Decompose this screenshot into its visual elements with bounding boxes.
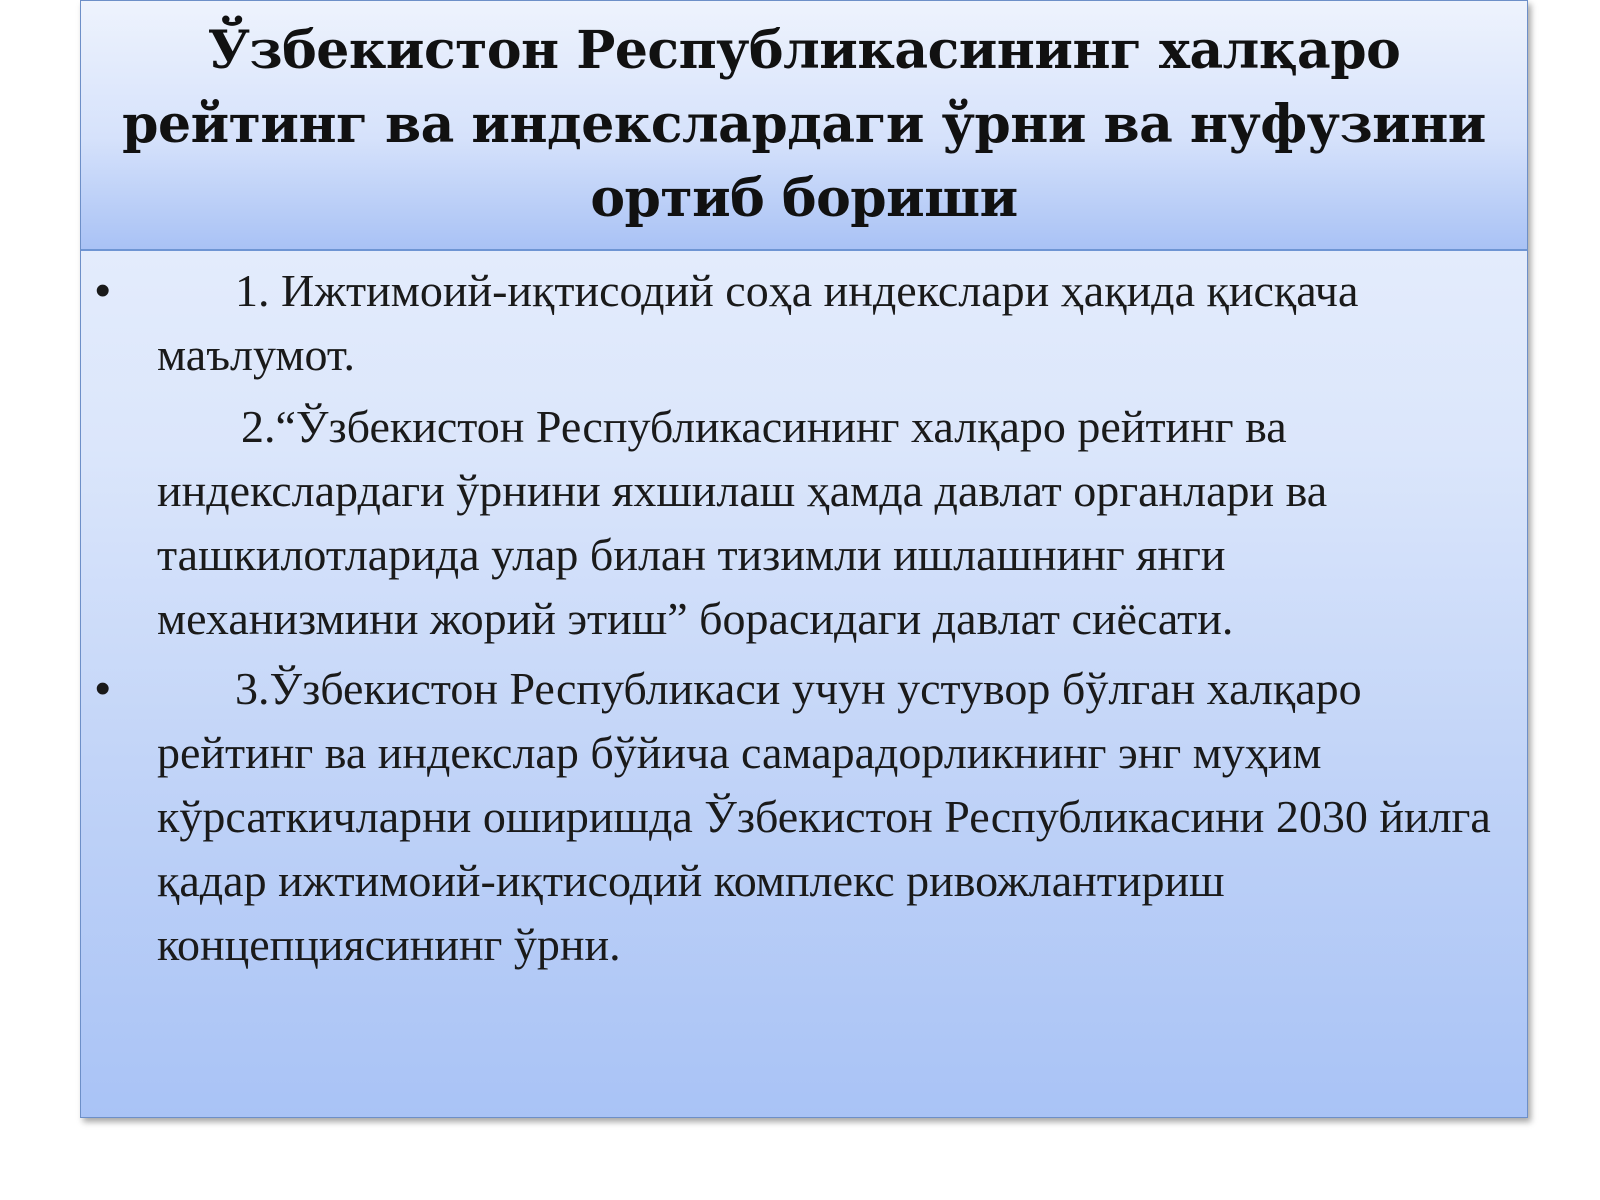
bullet-3: • <box>95 664 111 713</box>
bullet-1: • <box>95 266 111 315</box>
list-item-3: 3.Ўзбекистон Республикаси учун устувор бўлган халқаро рейтинг ва индекслар бўйича самарадорликнинг энг муҳим кўрсаткичларни оширишда Ўзбекистон Республикасини 2030 йилга қадар ижтимоий-иқтисодий комплекс ривожлантириш концепциясининг ўрни. <box>157 663 1491 970</box>
slide <box>80 0 1528 1118</box>
list-item-2: 2.“Ўзбекистон Республикасининг халқаро рейтинг ва индекслардаги ўрнини яхшилаш ҳамда давлат органлари ва ташкилотларида улар билан тизимли ишлашнинг янги механизмини жорий этиш” борасидаги давлат сиёсати. <box>157 401 1328 644</box>
list-item-1: 1. Ижтимоий-иқтисодий соҳа индекслари ҳақида қисқача маълумот. <box>157 265 1359 380</box>
title-box <box>81 1 1527 251</box>
slide-title: Ўзбекистон Республикасининг халқаро рейтинг ва индекслардаги ўрни ва нуфузини ортиб бориши <box>122 20 1486 229</box>
